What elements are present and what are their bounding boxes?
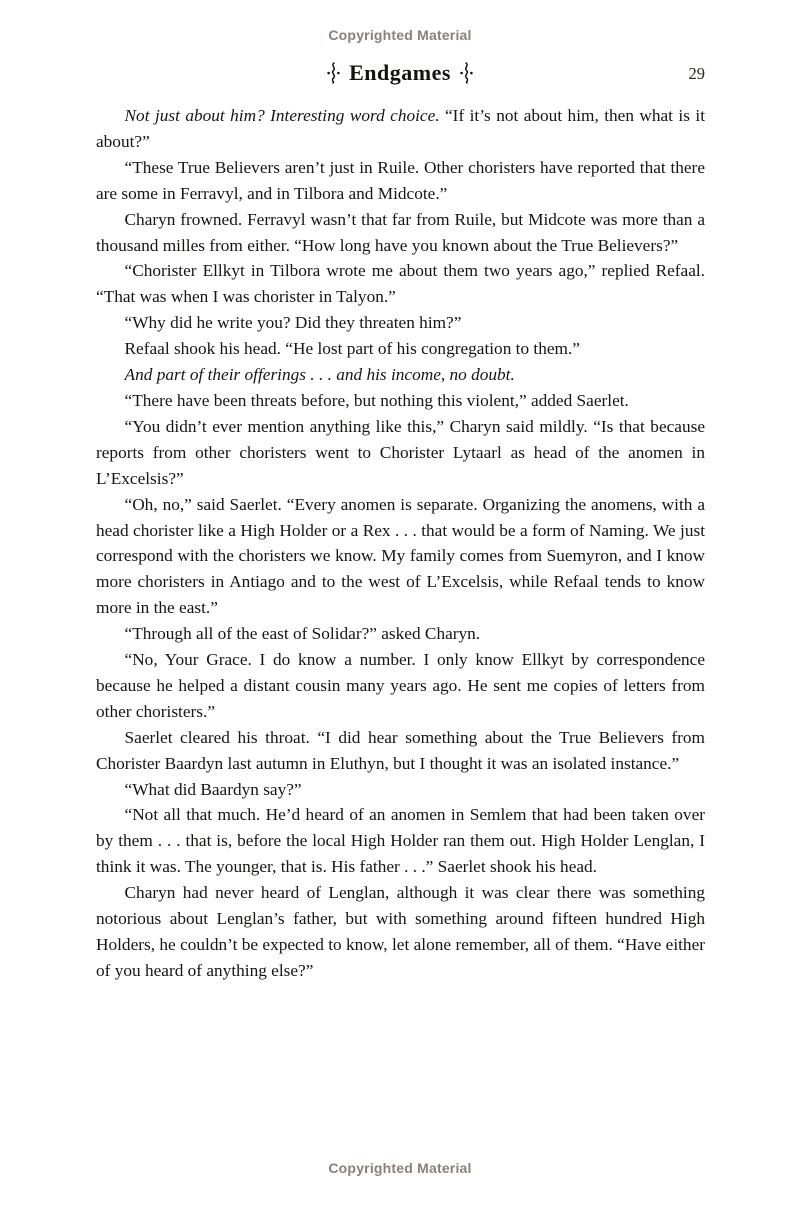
- paragraph: [96, 777, 705, 803]
- paragraph: [96, 414, 705, 492]
- copyright-notice-top: Copyrighted Material: [328, 27, 472, 43]
- paragraph: [96, 802, 705, 880]
- text-run: “There have been threats before, but nothing this violent,” added Saerlet.: [124, 390, 629, 410]
- book-title: Endgames: [349, 60, 451, 85]
- text-run: “What did Baardyn say?”: [124, 779, 302, 799]
- paragraph: [96, 258, 705, 310]
- paragraph: [96, 155, 705, 207]
- fleuron-ornament-left-icon: [327, 62, 340, 84]
- paragraph: [96, 725, 705, 777]
- paragraph: [96, 647, 705, 725]
- page-text: [0, 103, 800, 984]
- text-run: “These True Believers aren’t just in Ruile. Other choristers have reported that there are some in Ferravyl, and in Tilbora and Midcote.”: [96, 157, 705, 203]
- text-run: And part of their offerings . . . and his income, no doubt.: [124, 365, 515, 385]
- paragraph: [96, 310, 705, 336]
- header-title-wrap: [0, 60, 800, 86]
- paragraph: [96, 388, 705, 414]
- paragraph: [96, 103, 705, 155]
- text-run: Saerlet cleared his throat. “I did hear something about the True Believers from Chorister Baardyn last autumn in Eluthyn, but I thought it was an isolated instance.”: [96, 727, 705, 773]
- copyright-notice-bottom: Copyrighted Material: [328, 1160, 472, 1176]
- fleuron-ornament-right-icon: [460, 62, 473, 84]
- page-number: 29: [688, 64, 705, 83]
- text-run: “No, Your Grace. I do know a number. I only know Ellkyt by correspondence because he helped a distant cousin many years ago. He sent me copies of letters from other choristers.”: [96, 650, 705, 721]
- text-run: Not just about him? Interesting word choice.: [124, 106, 440, 125]
- text-run: Charyn frowned. Ferravyl wasn’t that far from Ruile, but Midcote was more than a thousand milles from either. “How long have you known about the True Believers?”: [96, 209, 705, 255]
- text-run: “Why did he write you? Did they threaten him?”: [124, 313, 462, 333]
- paragraph: [96, 621, 705, 647]
- page-header: [0, 60, 800, 90]
- text-run: “Chorister Ellkyt in Tilbora wrote me about them two years ago,” replied Refaal. “That was when I was chorister in Talyon.”: [96, 261, 705, 307]
- text-run: “Oh, no,” said Saerlet. “Every anomen is separate. Organizing the anomens, with a head chorister like a High Holder or a Rex . . . that would be a form of Naming. We just correspond with the choristers we know. My family comes from Suemyron, and I know more choristers in Antiago and to the west of L’Excelsis, while Refaal tends to know more in the east.”: [96, 494, 705, 618]
- text-run: “Through all of the east of Solidar?” asked Charyn.: [124, 624, 481, 644]
- text-run: “Not all that much. He’d heard of an anomen in Semlem that had been taken over by them . . . that is, before the local High Holder ran them out. High Holder Lenglan, I think it was. The younger, that is. His father . . .” Saerlet shook his head.: [96, 805, 705, 877]
- text-run: Refaal shook his head. “He lost part of his congregation to them.”: [124, 339, 580, 359]
- paragraph: [96, 336, 705, 362]
- paragraph: [96, 362, 705, 388]
- paragraph: [96, 207, 705, 259]
- paragraph: [96, 492, 705, 622]
- paragraph: [96, 880, 705, 984]
- text-run: “You didn’t ever mention anything like this,” Charyn said mildly. “Is that because reports from other choristers went to Chorister Lytaarl as head of the anomen in L’Excelsis?”: [96, 416, 705, 488]
- text-run: Charyn had never heard of Lenglan, although it was clear there was something notorious about Lenglan’s father, but with something around fifteen hundred High Holders, he couldn’t be expected to know, let alone remember, all of them. “Have either of you heard of anything else?”: [96, 883, 705, 980]
- text-run: “If it’s not about him, then what is it about?”: [96, 106, 705, 151]
